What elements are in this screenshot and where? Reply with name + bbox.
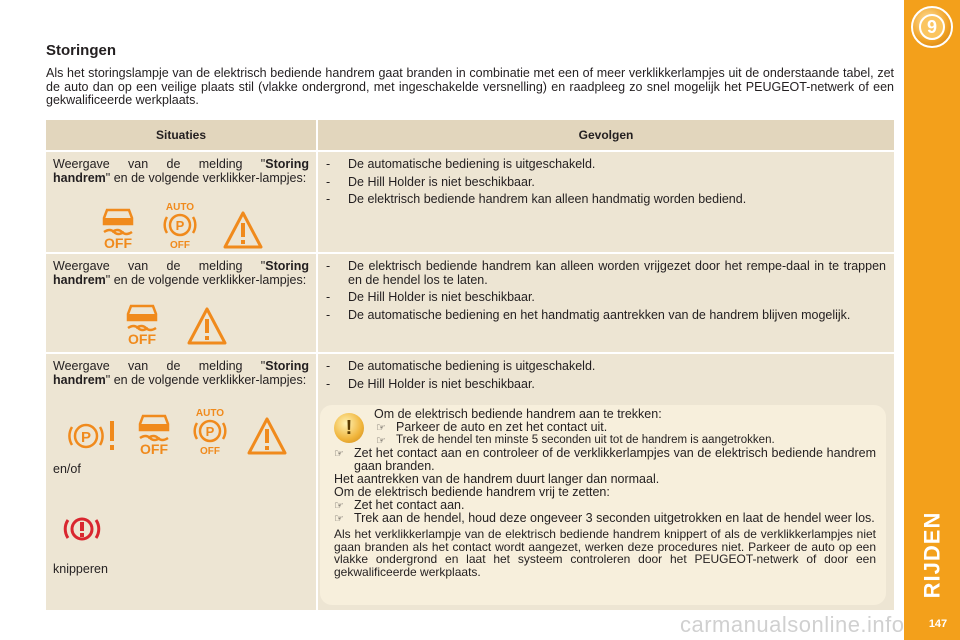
list-item: - De Hill Holder is niet beschikbaar. (326, 174, 535, 189)
list-item: ☞ Parkeer de auto en zet het contact uit. (376, 420, 608, 434)
hill-holder-off-icon (98, 204, 138, 250)
and-or-label: en/of (53, 462, 81, 476)
list-item: ☞ Zet het contact aan en controleer of de verklikkerlampjes van de elektrisch bediende handrem gaan branden. (334, 446, 876, 473)
auto-parking-off-icon (160, 200, 200, 250)
consequence-list (326, 158, 886, 207)
svg-text:OFF: OFF (128, 331, 156, 346)
pointer-icon: ☞ (334, 513, 344, 525)
table-row (46, 254, 894, 352)
consequence-list (326, 260, 886, 322)
list-item: ☞ Trek aan de hendel, houd deze ongeveer 3 seconden uitgetrokken en laat de hendel weer los. (334, 511, 875, 525)
svg-text:AUTO: AUTO (195, 408, 225, 419)
header-situations: Situaties (46, 120, 318, 150)
table-header (46, 120, 894, 150)
svg-text:P: P (175, 218, 185, 233)
list-item: - De Hill Holder is niet beschikbaar. (326, 376, 535, 391)
svg-text:OFF: OFF (104, 235, 132, 250)
svg-text:OFF: OFF (200, 446, 220, 456)
brake-red-icon (62, 512, 102, 546)
header-consequences: Gevolgen (578, 128, 634, 142)
situation-text: Weergave van de melding "Storing handrem" en de volgende verklikker-lampjes: (53, 259, 309, 287)
watermark: carmanualsonline.info (680, 612, 905, 637)
chapter-number: 9 (919, 14, 945, 40)
note-line: Om de elektrisch bediende handrem vrij te zetten: (334, 485, 610, 499)
blinking-label: knipperen (53, 562, 108, 576)
table-row (46, 152, 894, 252)
situation-text: Weergave van de melding "Storing handrem" en de volgende verklikker-lampjes: (53, 157, 309, 185)
svg-text:AUTO: AUTO (165, 202, 195, 213)
list-item: - De Hill Holder is niet beschikbaar. (326, 290, 535, 304)
warning-triangle-icon (222, 210, 264, 250)
procedure-note (320, 405, 886, 605)
svg-text:OFF: OFF (140, 441, 168, 456)
auto-parking-off-icon (190, 406, 230, 456)
hill-holder-off-icon (122, 300, 162, 346)
pointer-icon: ☞ (334, 500, 344, 512)
pointer-icon: ☞ (376, 435, 386, 447)
list-item: - De elektrisch bediende handrem kan alleen worden vrijgezet door het rempe-daal in te trappen en de hendel los te laten. (326, 259, 886, 287)
situation-text: Weergave van de melding "Storing handrem" en de volgende verklikker-lampjes: (53, 359, 309, 387)
note-line: Het aantrekken van de handrem duurt langer dan normaal. (334, 472, 660, 486)
intro-text: Als het storingslampje van de elektrisch bediende handrem gaat branden in combinatie met een of meer verklikkerlampjes uit de onderstaande tabel, zet de auto dan op een veilige plaats stil (vlakke ondergrond, met ingeschakelde versnelling) en raadpleeg zo snel mogelijk het PEUGEOT-netwerk of een gekwalificeerde werkplaats. (46, 66, 894, 107)
note-line: Om de elektrisch bediende handrem aan te trekken: (374, 407, 662, 421)
chapter-badge (911, 6, 953, 48)
svg-text:P: P (80, 429, 92, 446)
indicator-icons (122, 300, 228, 346)
hill-holder-off-icon (134, 410, 174, 456)
note-closing: Als het verklikkerlampje van de elektrisch bediende handrem knippert of als de verklikkerlampjes niet gaan branden als het contact wordt aangezet, werken deze procedures niet. Parkeer de auto op een vlakke ondergrond en laat het systeem controleren door het PEUGEOT-netwerk of door een gekwalificeerde werkplaats. (334, 527, 876, 579)
indicator-icons (98, 200, 264, 250)
warning-triangle-icon (186, 306, 228, 346)
page-number: 147 (928, 618, 948, 630)
parking-brake-fault-icon (66, 416, 118, 456)
consequence-list (326, 360, 886, 391)
list-item: ☞ Trek de hendel ten minste 5 seconden uit tot de handrem is aangetrokken. (376, 434, 775, 447)
list-item: - De automatische bediening is uitgeschakeld. (326, 359, 596, 373)
list-item: - De elektrisch bediende handrem kan alleen handmatig worden bediend. (326, 192, 747, 206)
exclamation-icon: ! (334, 413, 364, 443)
section-title: Storingen (46, 42, 116, 59)
pointer-icon: ☞ (334, 448, 344, 460)
list-item: ☞ Zet het contact aan. (334, 498, 465, 512)
warning-triangle-icon (246, 416, 288, 456)
indicator-icons (66, 406, 288, 456)
list-item: - De automatische bediening is uitgeschakeld. (326, 157, 596, 171)
chapter-label: RIJDEN (919, 511, 944, 599)
list-item: - De automatische bediening en het handmatig aantrekken van de handrem blijven mogelijk. (326, 307, 851, 322)
svg-text:P: P (205, 424, 215, 439)
pointer-icon: ☞ (376, 422, 386, 434)
svg-text:OFF: OFF (170, 240, 190, 250)
